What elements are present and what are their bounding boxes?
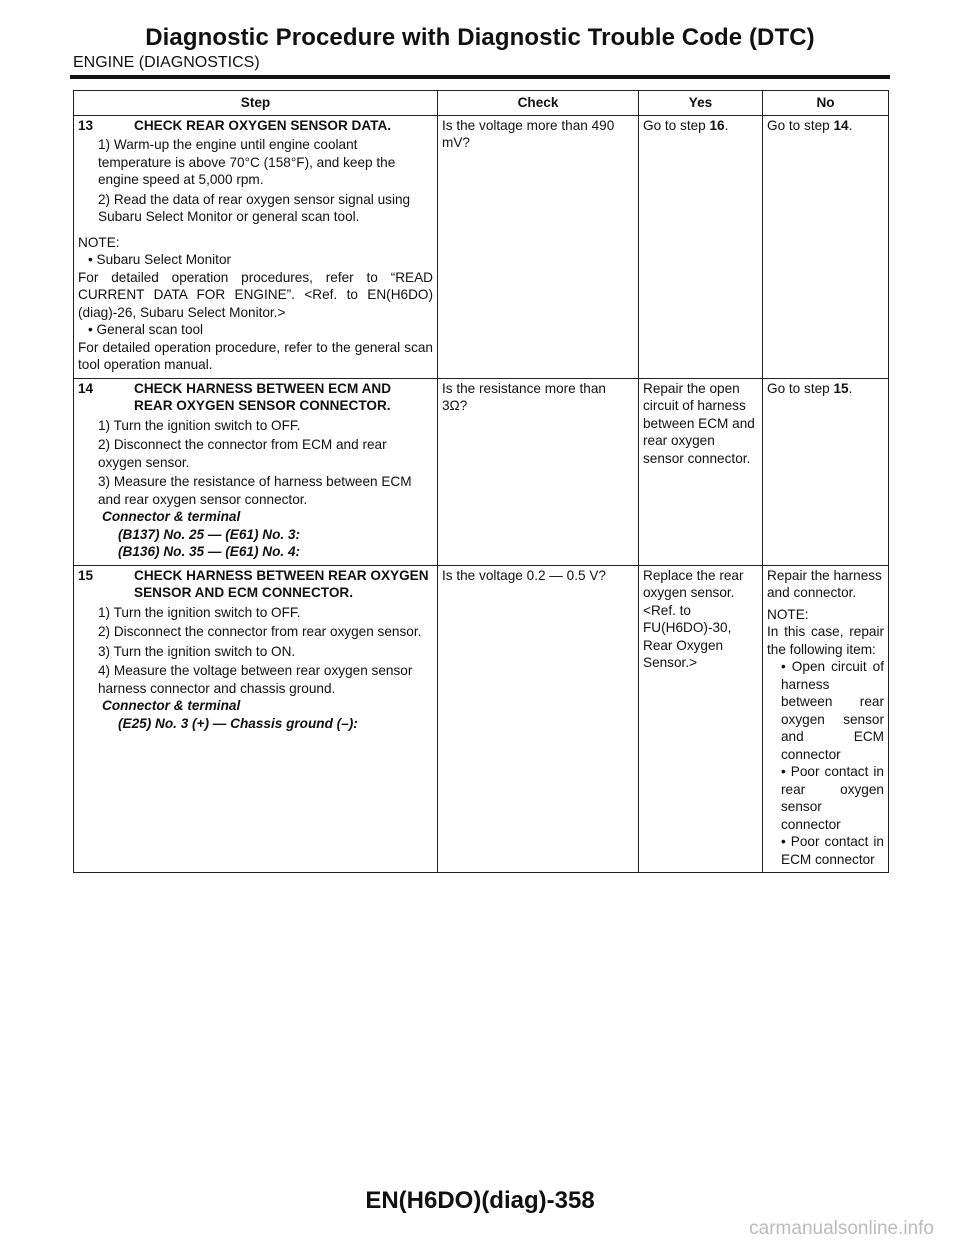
page-number: EN(H6DO)(diag)-358 [365, 1187, 595, 1214]
procedure-line: 3) Turn the ignition switch to ON. [98, 643, 296, 659]
procedure-line: 3) Measure the resistance of harness between ECM and rear oxygen sensor connector. [98, 474, 412, 507]
step-number: 13 [78, 117, 94, 133]
connector-line: (B136) No. 35 — (E61) No. 4: [118, 544, 301, 559]
note-item: • Subaru Select Monitor [88, 252, 232, 267]
table-row [74, 565, 889, 873]
yes-cell: Repair the open circuit of harness between ECM and rear oxygen sensor connector. [639, 378, 763, 565]
no-step-ref: 14 [833, 117, 849, 133]
watermark: carmanualsonline.info [749, 1218, 934, 1239]
no-prefix: Go to step [767, 117, 834, 133]
diagnostic-table [73, 90, 889, 873]
column-header-no: No [763, 91, 889, 116]
no-step-ref: 15 [833, 380, 849, 396]
section-label: ENGINE (DIAGNOSTICS) [73, 54, 260, 71]
step-cell [74, 565, 438, 873]
yes-prefix: Go to step [643, 117, 710, 133]
step-cell [74, 115, 438, 378]
step-title: CHECK HARNESS BETWEEN REAR OXYGEN SENSOR AND ECM CONNECTOR. [134, 567, 429, 600]
connector-label: Connector & terminal [102, 698, 241, 713]
table-row [74, 378, 889, 565]
column-header-yes: Yes [639, 91, 763, 116]
check-cell: Is the resistance more than 3Ω? [438, 378, 639, 565]
step-title: CHECK HARNESS BETWEEN ECM AND REAR OXYGEN SENSOR CONNECTOR. [134, 380, 392, 413]
step-title: CHECK REAR OXYGEN SENSOR DATA. [134, 117, 392, 133]
no-cell: Go to step 14. [763, 115, 889, 378]
note-item: For detailed operation procedure, refer to the general scan tool operation manual. [78, 339, 433, 372]
step-cell [74, 378, 438, 565]
procedure-line: 4) Measure the voltage between rear oxygen sensor harness connector and chassis ground. [98, 663, 413, 696]
page-title: Diagnostic Procedure with Diagnostic Trouble Code (DTC) [145, 24, 815, 51]
note-item: • General scan tool [88, 322, 204, 337]
no-cell: Go to step 15. [763, 378, 889, 565]
procedure-line: 2) Disconnect the connector from rear oxygen sensor. [98, 624, 422, 639]
connector-line: (B137) No. 25 — (E61) No. 3: [118, 526, 301, 542]
connector-line: (E25) No. 3 (+) — Chassis ground (–): [118, 715, 358, 731]
note-label: NOTE: [78, 234, 120, 250]
note-item: • Poor contact in ECM connector [781, 834, 884, 867]
procedure-line: 2) Read the data of rear oxygen sensor signal using Subaru Select Monitor or general scan tool. [98, 191, 411, 224]
note-label: NOTE: [767, 606, 809, 622]
note-text: In this case, repair the following item: [767, 624, 884, 657]
table-header-row [74, 91, 889, 116]
note-item: For detailed operation procedures, refer to “READ CURRENT DATA FOR ENGINE”. <Ref. to EN(H6DO)(diag)-26, Subaru Select Monitor.> [78, 269, 433, 320]
header-rule [70, 75, 890, 79]
connector-label: Connector & terminal [102, 509, 241, 524]
column-header-check: Check [438, 91, 639, 116]
step-number: 15 [78, 567, 94, 583]
yes-cell: Go to step 16. [639, 115, 763, 378]
yes-step-ref: 16 [709, 117, 725, 133]
yes-cell: Replace the rear oxygen sensor. <Ref. to FU(H6DO)-30, Rear Oxygen Sensor.> [639, 565, 763, 873]
column-header-step: Step [74, 91, 438, 116]
step-number: 14 [78, 380, 94, 396]
check-cell: Is the voltage more than 490 mV? [438, 115, 639, 378]
procedure-line: 1) Turn the ignition switch to OFF. [98, 604, 301, 620]
table-row [74, 115, 889, 378]
procedure-line: 1) Turn the ignition switch to OFF. [98, 417, 301, 433]
procedure-line: 2) Disconnect the connector from ECM and rear oxygen sensor. [98, 437, 387, 470]
note-item: • Open circuit of harness between rear oxygen sensor and ECM connector [781, 659, 884, 762]
check-cell: Is the voltage 0.2 — 0.5 V? [438, 565, 639, 873]
procedure-line: 1) Warm-up the engine until engine coolant temperature is above 70°C (158°F), and keep the engine speed at 5,000 rpm. [98, 137, 396, 187]
no-prefix: Go to step [767, 380, 834, 396]
no-cell [763, 565, 889, 873]
no-action: Repair the harness and connector. [767, 567, 882, 600]
note-item: • Poor contact in rear oxygen sensor connector [781, 764, 884, 832]
